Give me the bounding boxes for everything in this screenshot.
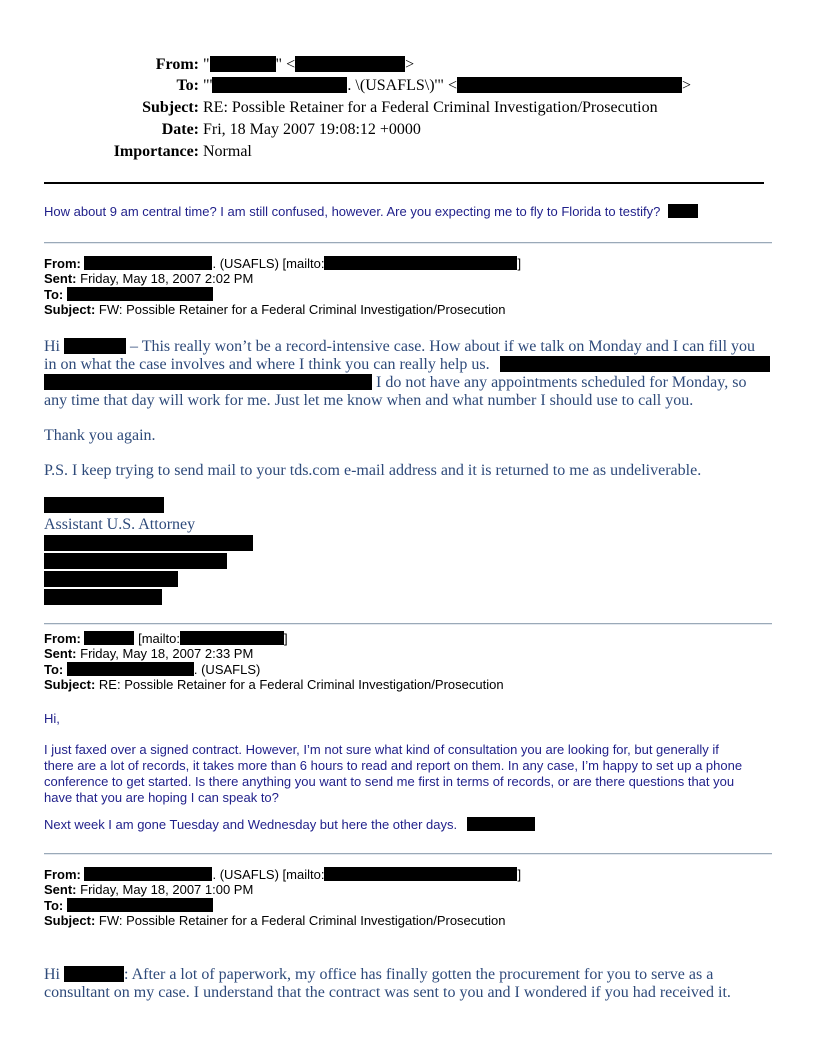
msg2-greeting: Hi, [44,711,60,726]
msg3-to-label: To: [44,898,64,913]
reply-text: How about 9 am central time? I am still confused, however. Are you expecting me to fly to Florida to testify? [44,204,698,220]
message-divider [44,623,772,625]
redaction [324,256,517,270]
header-date-label: Date: [161,121,199,138]
redaction [467,817,535,831]
redaction [324,867,517,881]
signature-title: Assistant U.S. Attorney [44,516,196,533]
msg3-body: Hi : After a lot of paperwork, my office has finally gotten the procurement for you to serve as a consultant on my case. I understand that the contract was sent to you and I wondered if you had received it. [44,966,731,1001]
redaction [457,77,682,93]
header-divider [44,182,764,184]
redaction [84,256,212,270]
msg2-subject-value: RE: Possible Retainer for a Federal Criminal Investigation/Prosecution [98,677,504,692]
msg3-to-row [44,898,213,913]
msg1-body: Hi – This really won’t be a record-intensive case. How about if we talk on Monday and I can fill you in on what the case involves and where I think you can really help us. I do not have any appointments scheduled for Monday, so any time that day will work for me. Just let me know when and what number I should use to call you. [44,338,770,410]
redaction [212,77,347,93]
msg2-to-row: To: . (USAFLS) [44,662,261,677]
redaction [64,338,126,354]
msg2-sent-label: Sent: [44,646,77,661]
redaction [44,571,178,587]
header-importance-value: Normal [203,143,252,160]
msg2-from-row: From: [mailto: ] [44,631,288,646]
msg1-subject-value: FW: Possible Retainer for a Federal Criminal Investigation/Prosecution [98,302,506,317]
header-from-value: " " < > [203,56,415,73]
msg1-to-row [44,287,213,302]
redaction [64,966,124,982]
msg3-subject-value: FW: Possible Retainer for a Federal Criminal Investigation/Prosecution [98,913,506,928]
msg1-sent-row [44,272,253,286]
msg2-from-label: From: [44,631,81,646]
header-to-value: "' . \(USAFLS\)'" < > [203,77,692,94]
msg2-paragraph: I just faxed over a signed contract. However, I’m not sure what kind of consultation you are looking for, but generally if there are a lot of records, it takes more than 6 hours to read and report on them. In any case, I’m happy to set up a phone conference to get started. Is there anything you want to send me first in terms of records, or are there questions that you have that you are hoping I can speak to? [44,742,743,805]
msg3-subject-label: Subject: [44,913,96,928]
msg1-from-row: From: . (USAFLS) [mailto: ] [44,256,522,271]
msg2-to-label: To: [44,662,64,677]
header-date-value: Fri, 18 May 2007 19:08:12 +0000 [203,121,421,138]
msg3-sent-value: Friday, May 18, 2007 1:00 PM [80,882,254,897]
header-to-label: To: [176,77,199,94]
redaction [84,867,212,881]
message-divider [44,853,772,855]
msg1-sent-value: Friday, May 18, 2007 2:02 PM [80,271,254,286]
msg2-availability: Next week I am gone Tuesday and Wednesday but here the other days. [44,817,535,833]
msg1-to-label: To: [44,287,64,302]
header-importance-label: Importance: [113,143,199,160]
redaction [44,535,253,551]
msg3-subject-row [44,914,505,928]
redaction [44,553,227,569]
redaction [44,497,164,513]
msg1-sent-label: Sent: [44,271,77,286]
redaction [84,631,134,645]
msg2-sent-value: Friday, May 18, 2007 2:33 PM [80,646,254,661]
msg2-subject-label: Subject: [44,677,96,692]
msg3-sent-label: Sent: [44,882,77,897]
redaction [44,374,372,390]
message-divider [44,242,772,244]
redaction [67,662,194,676]
redaction [210,56,276,72]
msg2-sent-row [44,647,253,661]
msg1-ps: P.S. I keep trying to send mail to your tds.com e-mail address and it is returned to me as undeliverable. [44,462,702,479]
msg3-sent-row [44,883,253,897]
msg3-from-label: From: [44,867,81,882]
redaction [668,204,698,218]
header-from-label: From: [155,56,199,73]
msg3-from-row: From: . (USAFLS) [mailto: ] [44,867,522,882]
msg1-subject-row [44,303,505,317]
redaction [67,898,213,912]
header-subject-value: RE: Possible Retainer for a Federal Criminal Investigation/Prosecution [203,99,658,116]
msg1-from-label: From: [44,256,81,271]
redaction [180,631,284,645]
redaction [295,56,405,72]
msg1-thanks: Thank you again. [44,427,156,444]
header-subject-label: Subject: [142,99,199,116]
redaction [67,287,213,301]
redaction [44,589,162,605]
redaction [500,356,770,372]
msg2-subject-row [44,678,504,692]
msg1-subject-label: Subject: [44,302,96,317]
